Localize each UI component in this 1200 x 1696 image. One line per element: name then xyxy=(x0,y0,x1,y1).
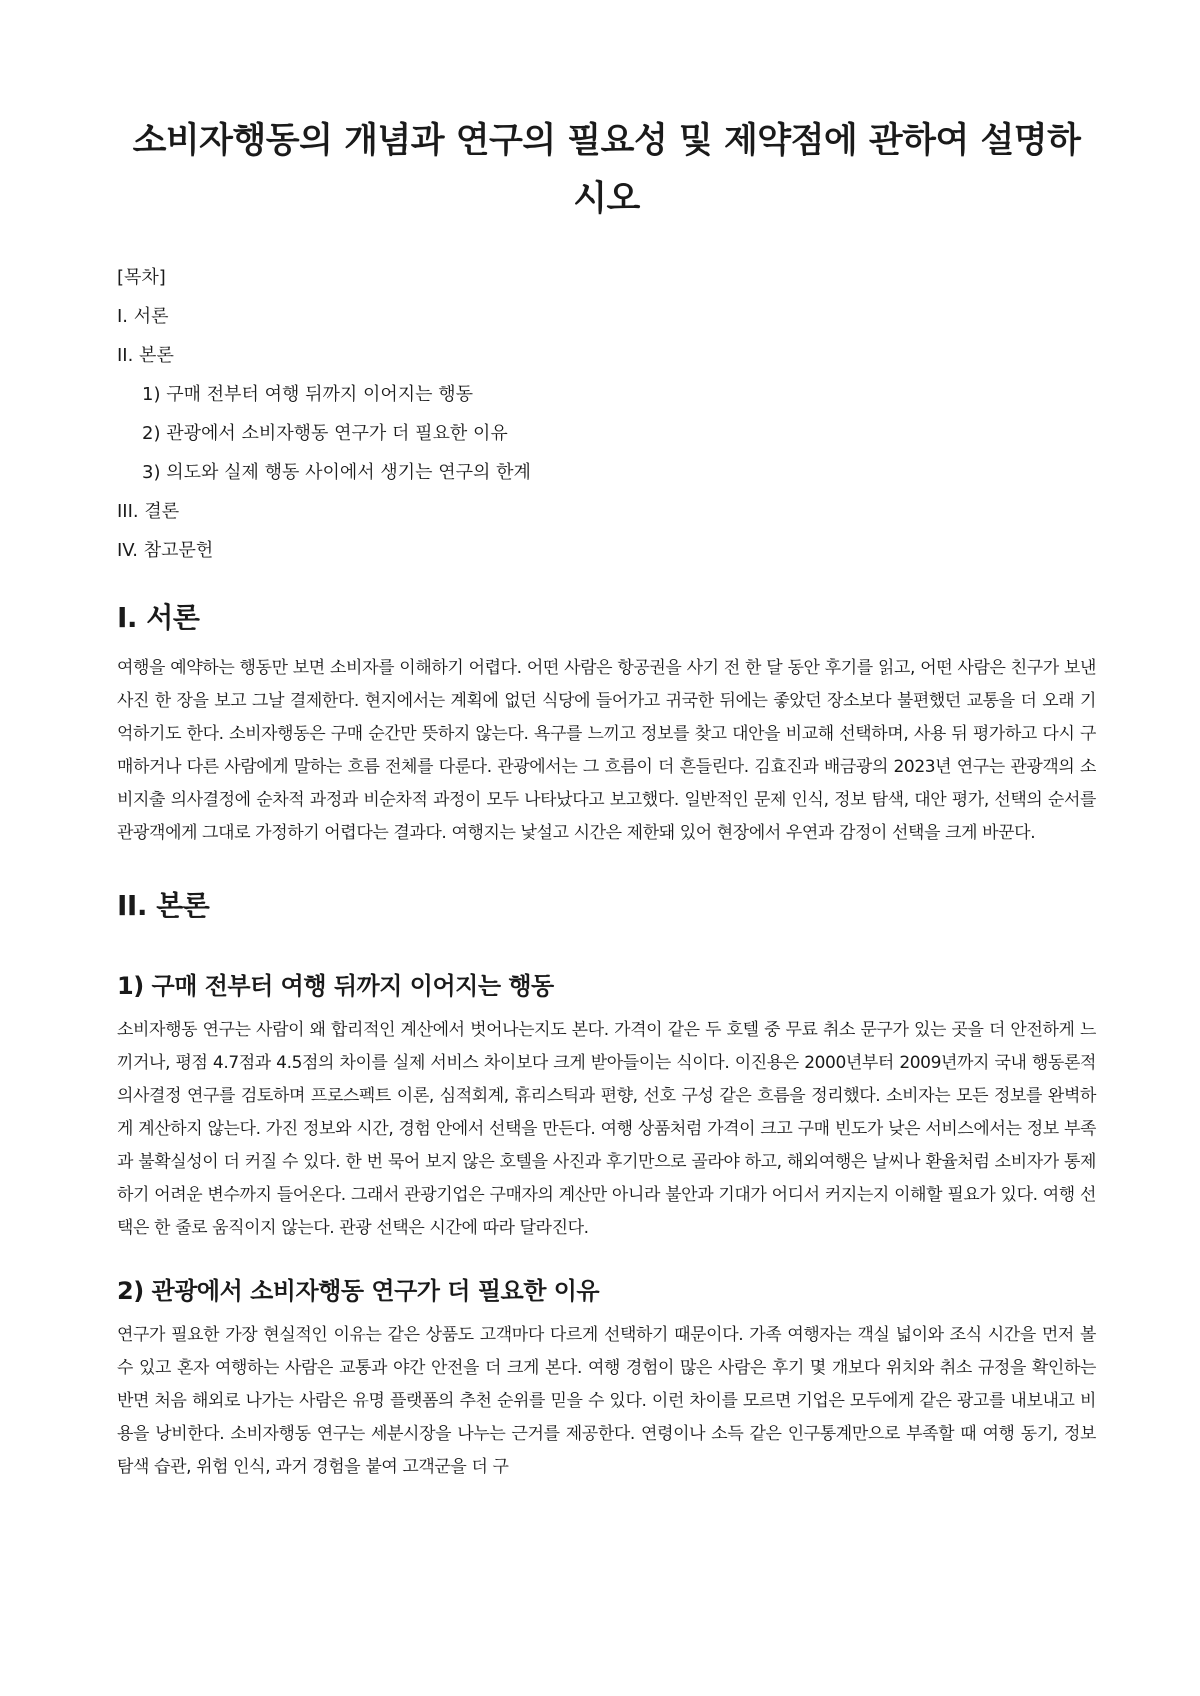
toc-item-subsection-3: 3) 의도와 실제 행동 사이에서 생기는 연구의 한계 xyxy=(142,462,531,483)
toc-item-conclusion: III. 결론 xyxy=(117,501,180,522)
document-title: 소비자행동의 개념과 연구의 필요성 및 제약점에 관하여 설명하시오 xyxy=(132,121,1081,219)
toc-item-subsection-1: 1) 구매 전부터 여행 뒤까지 이어지는 행동 xyxy=(142,384,474,405)
subsection-1-heading: 1) 구매 전부터 여행 뒤까지 이어지는 행동 xyxy=(117,972,554,1000)
toc-item-subsection-2: 2) 관광에서 소비자행동 연구가 더 필요한 이유 xyxy=(142,423,508,444)
toc-item-references: IV. 참고문헌 xyxy=(117,540,214,561)
subsection-2-heading: 2) 관광에서 소비자행동 연구가 더 필요한 이유 xyxy=(117,1277,600,1305)
subsection-2-paragraph: 연구가 필요한 가장 현실적인 이유는 같은 상품도 고객마다 다르게 선택하기 때문이다. 가족 여행자는 객실 넓이와 조식 시간을 먼저 볼 수 있고 혼자 여행하는 사람은 교통과 야간 안전을 더 크게 본다. 여행 경험이 많은 사람은 후기 몇 개보다 위치와 취소 규정을 확인하는 반면 처음 해외로 나가는 사람은 유명 플랫폼의 추천 순위를 믿을 수 있다. 이런 차이를 모르면 기업은 모두에게 같은 광고를 내보내고 비용을 낭비한다. 소비자행동 연구는 세분시장을 나누는 근거를 제공한다. 연령이나 소득 같은 인구통계만으로 부족할 때 여행 동기, 정보 탐색 습관, 위험 인식, 과거 경험을 붙여 고객군을 더 구 xyxy=(117,1325,1096,1477)
introduction-heading: I. 서론 xyxy=(117,601,200,634)
main-body-heading: II. 본론 xyxy=(117,889,210,922)
subsection-1-paragraph: 소비자행동 연구는 사람이 왜 합리적인 계산에서 벗어나는지도 본다. 가격이 같은 두 호텔 중 무료 취소 문구가 있는 곳을 더 안전하게 느끼거나, 평점 4.7점과 4.5점의 차이를 실제 서비스 차이보다 크게 받아들이는 식이다. 이진용은 2000년부터 2009년까지 국내 행동론적 의사결정 연구를 검토하며 프로스펙트 이론, 심적회계, 휴리스틱과 편향, 선호 구성 같은 흐름을 정리했다. 소비자는 모든 정보를 완벽하게 계산하지 않는다. 가진 정보와 시간, 경험 안에서 선택을 만든다. 여행 상품처럼 가격이 크고 구매 빈도가 낮은 서비스에서는 정보 부족과 불확실성이 더 커질 수 있다. 한 번 묵어 보지 않은 호텔을 사진과 후기만으로 골라야 하고, 해외여행은 날씨나 환율처럼 소비자가 통제하기 어려운 변수까지 들어온다. 그래서 관광기업은 구매자의 계산만 아니라 불안과 기대가 어디서 커지는지 이해할 필요가 있다. 여행 선택은 한 줄로 움직이지 않는다. 관광 선택은 시간에 따라 달라진다. xyxy=(117,1020,1096,1238)
toc-item-introduction: I. 서론 xyxy=(117,306,169,327)
toc-item-main-body: II. 본론 xyxy=(117,345,174,366)
table-of-contents xyxy=(117,258,1096,570)
main-body-section xyxy=(117,886,1096,1484)
introduction-section xyxy=(117,598,1096,850)
introduction-paragraph: 여행을 예약하는 행동만 보면 소비자를 이해하기 어렵다. 어떤 사람은 항공권을 사기 전 한 달 동안 후기를 읽고, 어떤 사람은 친구가 보낸 사진 한 장을 보고 그날 결제한다. 현지에서는 계획에 없던 식당에 들어가고 귀국한 뒤에는 좋았던 장소보다 불편했던 교통을 더 오래 기억하기도 한다. 소비자행동은 구매 순간만 뜻하지 않는다. 욕구를 느끼고 정보를 찾고 대안을 비교해 선택하며, 사용 뒤 평가하고 다시 구매하거나 다른 사람에게 말하는 흐름 전체를 다룬다. 관광에서는 그 흐름이 더 흔들린다. 김효진과 배금광의 2023년 연구는 관광객의 소비지출 의사결정에 순차적 과정과 비순차적 과정이 모두 나타났다고 보고했다. 일반적인 문제 인식, 정보 탐색, 대안 평가, 선택의 순서를 관광객에게 그대로 가정하기 어렵다는 결과다. 여행지는 낯설고 시간은 제한돼 있어 현장에서 우연과 감정이 선택을 크게 바꾼다. xyxy=(117,658,1096,843)
toc-heading: [목차] xyxy=(117,267,166,288)
